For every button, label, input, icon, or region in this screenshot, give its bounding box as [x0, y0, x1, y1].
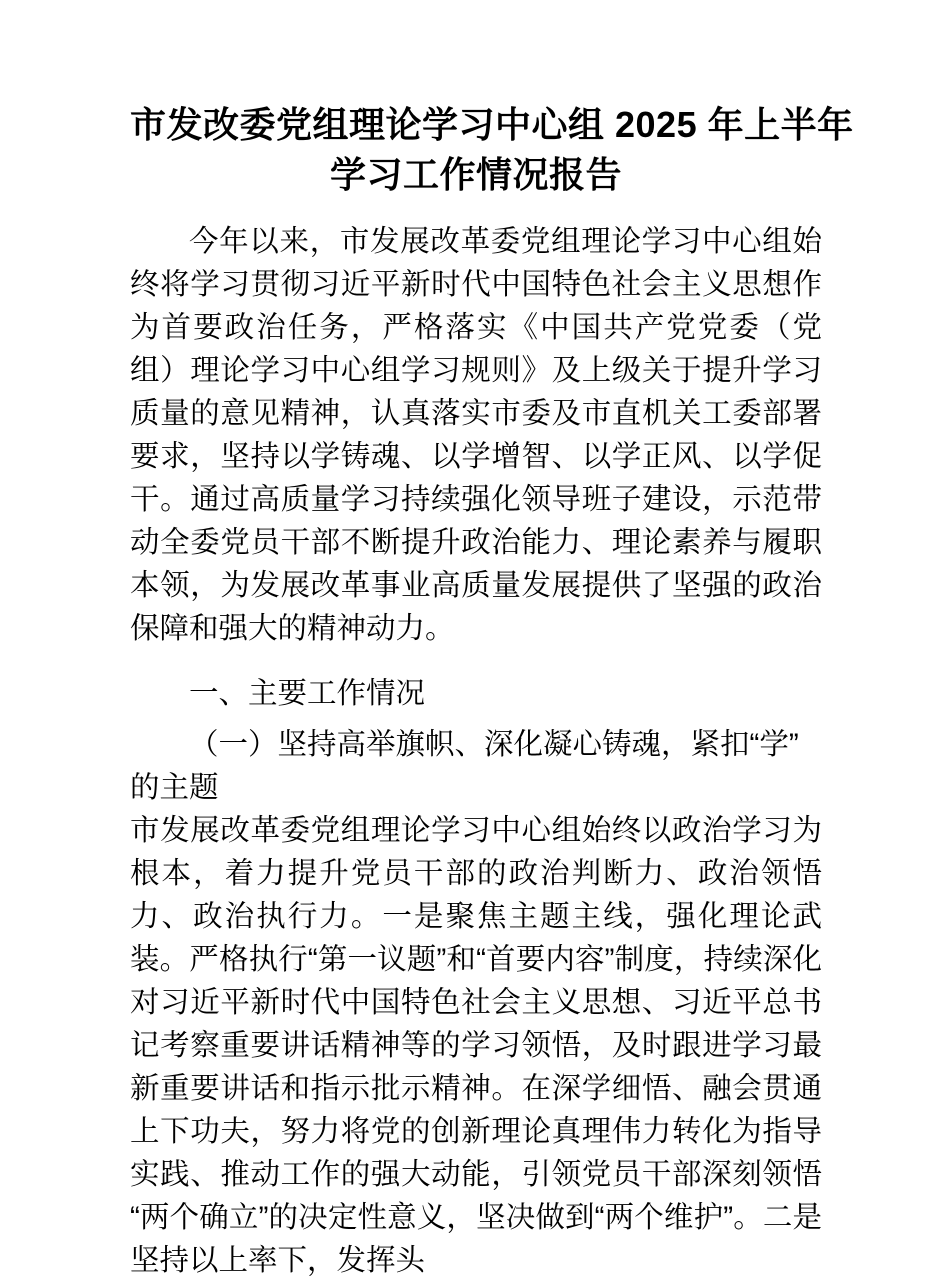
document-content	[130, 0, 854, 1282]
paragraph-spacer-1	[130, 650, 822, 672]
page-title	[130, 0, 854, 200]
heading-spacer-1	[130, 715, 822, 723]
page-title-line-2: 学习工作情况报告	[329, 154, 622, 195]
subsection-one-paragraph: 市发展改革委党组理论学习中心组始终以政治学习为根本，着力提升党员干部的政治判断力、政治领悟力、政治执行力。一是聚焦主题主线，强化理论武装。严格执行“第一议题”和“首要内容”制度，持续深化对习近平新时代中国特色社会主义思想、习近平总书记考察重要讲话精神等的学习领悟，及时跟进学习最新重要讲话和指示批示精神。在深学细悟、融会贯通上下功夫，努力将党的创新理论真理伟力转化为指导实践、推动工作的强大动能，引领党员干部深刻领悟“两个确立”的决定性意义，坚决做到“两个维护”。二是坚持以上率下，发挥头	[130, 814, 822, 1277]
page-title-line-1: 市发改委党组理论学习中心组 2025 年上半年	[130, 104, 854, 145]
title-body-spacer	[130, 200, 822, 220]
section-heading-one: 一、主要工作情况	[189, 677, 426, 710]
intro-paragraph: 今年以来，市发展改革委党组理论学习中心组始终将学习贯彻习近平新时代中国特色社会主义思想作为首要政治任务，严格落实《中国共产党党委（党组）理论学习中心组学习规则》及上级关于提升学习质量的意见精神，认真落实市委及市直机关工委部署要求，坚持以学铸魂、以学增智、以学正风、以学促干。通过高质量学习持续强化领导班子建设，示范带动全委党员干部不断提升政治能力、理论素养与履职本领，为发展改革事业高质量发展提供了坚强的政治保障和强大的精神动力。	[130, 225, 822, 645]
subsection-heading-one: （一）坚持高举旗帜、深化凝心铸魂，紧扣“学”的主题	[130, 728, 799, 804]
